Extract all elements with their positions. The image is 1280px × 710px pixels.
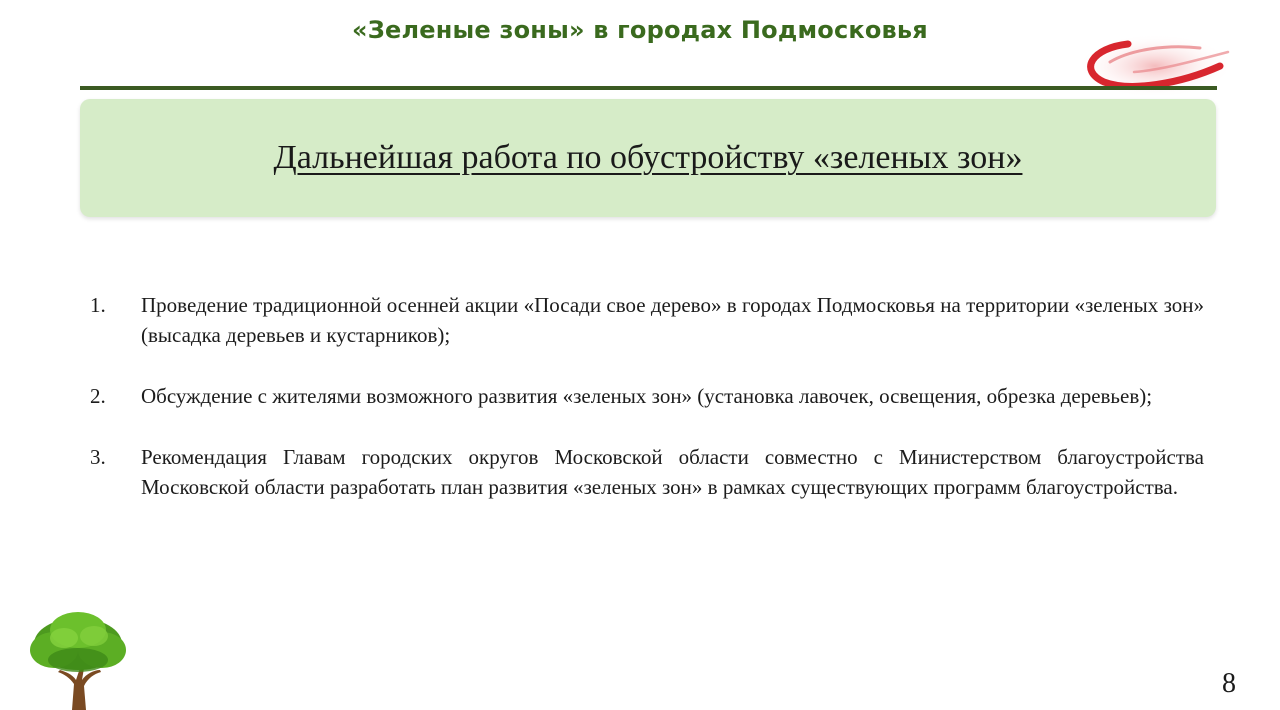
list-item (90, 290, 1204, 350)
list-item-number: 2. (90, 384, 106, 408)
list-item (90, 381, 1204, 411)
page-number: 8 (1222, 668, 1236, 699)
list-item (90, 442, 1204, 502)
slide-header-title: «Зеленые зоны» в городах Подмосковья (352, 16, 928, 44)
section-title: Дальнейшая работа по обустройству «зеленых зон» (273, 139, 1023, 176)
action-list (90, 290, 1204, 533)
red-swoosh-logo-icon (1070, 22, 1240, 102)
list-item-text: Рекомендация Главам городских округов Московской области совместно с Министерством благоустройства Московской области разработать план развития «зеленых зон» в рамках существующих программ благоустройства. (141, 445, 1204, 499)
list-item-text: Обсуждение с жителями возможного развития «зеленых зон» (установка лавочек, освещения, обрезка деревьев); (141, 384, 1153, 408)
header-divider (80, 86, 1217, 90)
tree-icon (24, 610, 132, 710)
list-item-text: Проведение традиционной осенней акции «Посади свое дерево» в городах Подмосковья на территории «зеленых зон» (высадка деревьев и кустарников); (141, 293, 1204, 347)
list-item-number: 1. (90, 293, 106, 317)
list-item-number: 3. (90, 445, 106, 469)
